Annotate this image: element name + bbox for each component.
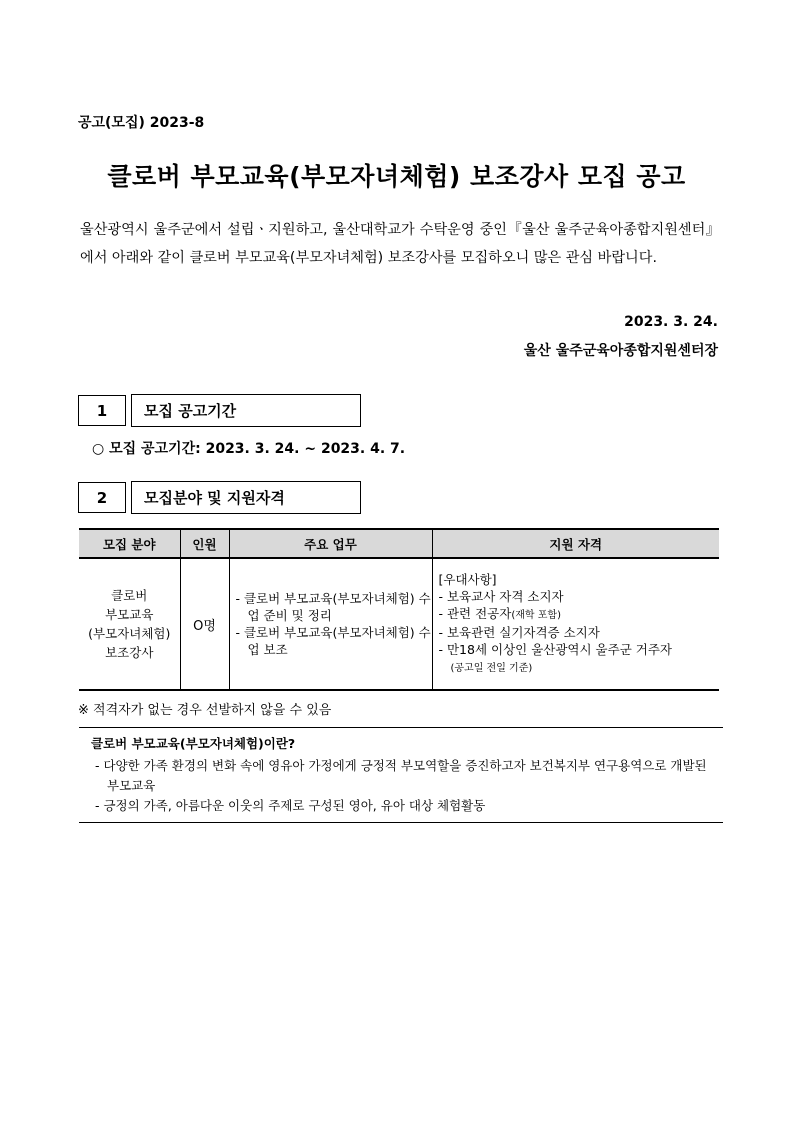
issue-date: 2023. 3. 24.	[624, 314, 718, 330]
duties-cell	[229, 558, 432, 690]
field-line: 보조강사	[105, 645, 154, 660]
page-title: 클로버 부모교육(부모자녀체험) 보조강사 모집 공고	[107, 162, 686, 191]
notice-number: 공고(모집) 2023-8	[78, 115, 205, 131]
duty-item: - 클로버 부모교육(부모자녀체험) 수업 보조	[235, 625, 431, 657]
table-row	[79, 558, 719, 690]
qualification-item: - 보육교사 자격 소지자	[438, 589, 564, 604]
section-1-number: 1	[78, 395, 126, 426]
info-item: - 다양한 가족 환경의 변화 속에 영유아 가정에게 긍정적 부모역할을 증진하고자 보건복지부 연구용역으로 개발된 부모교육	[95, 758, 707, 793]
selection-note: ※ 적격자가 없는 경우 선발하지 않을 수 있음	[78, 703, 332, 718]
field-cell	[79, 558, 180, 690]
header-qualifications: 지원 자격	[432, 529, 719, 558]
recruitment-period: ○ 모집 공고기간: 2023. 3. 24. ~ 2023. 4. 7.	[92, 441, 406, 457]
qualification-heading: [우대사항]	[438, 572, 497, 587]
qualifications-cell	[432, 558, 719, 690]
table-header-row	[79, 529, 719, 558]
program-info-box	[79, 727, 723, 823]
section-2-title: 모집분야 및 지원자격	[131, 481, 361, 514]
header-field: 모집 분야	[79, 529, 180, 558]
info-item: - 긍정의 가족, 아름다운 이웃의 주제로 구성된 영아, 유아 대상 체험활동	[95, 798, 486, 813]
issuing-organization: 울산 울주군육아종합지원센터장	[523, 343, 718, 359]
header-duties: 주요 업무	[229, 529, 432, 558]
qualification-item	[439, 641, 720, 677]
info-title: 클로버 부모교육(부모자녀체험)이란?	[91, 736, 296, 751]
count-cell: O명	[180, 558, 229, 690]
qualification-text: - 관련 전공자	[438, 606, 512, 621]
qualification-item	[439, 605, 720, 624]
field-line: 부모교육	[105, 607, 154, 622]
intro-paragraph: 울산광역시 울주군에서 설립ㆍ지원하고, 울산대학교가 수탁운영 중인『울산 울주군육아종합지원센터』에서 아래와 같이 클로버 부모교육(부모자녀체험) 보조강사를 모집하오니 많은 관심 바랍니다.	[80, 222, 720, 266]
section-2-number: 2	[78, 482, 126, 513]
field-line: 클로버	[111, 588, 148, 603]
qualification-text: - 만18세 이상인 울산광역시 울주군 거주자	[438, 642, 672, 657]
qualification-item: - 보육관련 실기자격증 소지자	[438, 625, 600, 640]
duty-item: - 클로버 부모교육(부모자녀체험) 수업 준비 및 정리	[235, 591, 431, 623]
field-line: (부모자녀체험)	[88, 626, 171, 641]
section-1-title: 모집 공고기간	[131, 394, 361, 427]
recruitment-table	[79, 528, 719, 691]
header-count: 인원	[180, 529, 229, 558]
qualification-note: (재학 포함)	[511, 610, 561, 621]
qualification-note: (공고일 전일 기준)	[450, 663, 533, 674]
